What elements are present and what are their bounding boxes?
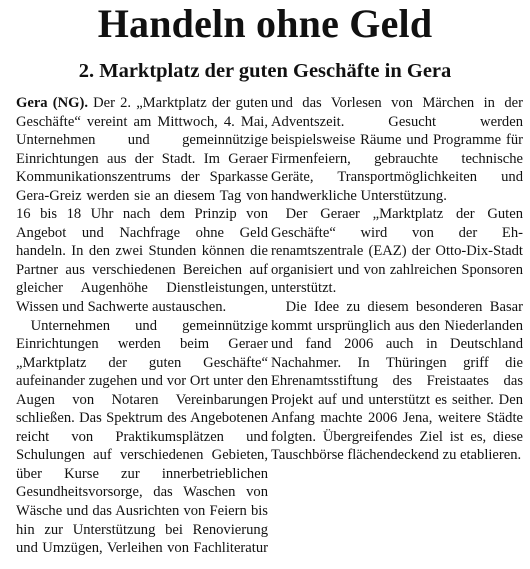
article-column-right	[271, 94, 523, 465]
article-dateline: Gera (NG).	[16, 95, 88, 111]
article-paragraph-4: Die Idee zu diesem besonderen Basar kommt ursprünglich aus den Niederlanden und fand 2006 auch in Deutschland Nachahmer. In Thüringen griff die Ehrenamtsstiftung des Freistaates das Projekt auf und unterstützt es seither. Den Anfang machte 2006 Jena, weitere Städte folgten. Übergreifendes Ziel ist es, diese Tauschbörse flächendeckend zu etablieren.	[271, 299, 523, 464]
article-column-left	[16, 94, 268, 558]
article-paragraph-3: Der Geraer „Marktplatz der Guten Geschäfte“ wird von der Ehrenamtszentrale (EAZ) der Otto-Dix-Stadt organisiert und von zahlreichen Sponsoren unterstützt.	[271, 206, 523, 297]
article-paragraph-2: Unternehmen und gemeinnützige Einrichtungen werden beim Geraer „Marktplatz der guten Geschäfte“ aufeinander zugehen und vor Ort unter den Augen von Notaren Vereinbarungen schließen. Das Spektrum des Angebotenen reicht von Praktikumsplätzen und Schulungen auf verschiedenen Gebieten, über Kurse zur innerbetrieblichen Gesundheitsvorsorge, das Waschen von Wäsche und das Ausrichten von Feiern bis hin zur Unterstützung bei Renovierung und Umzügen, Verleihen von Fachliteratur	[16, 317, 268, 557]
article-paragraph-2-continued: und das Vorlesen von Märchen in der Adventszeit. Gesucht werden beispielsweise Räume und Programme für Firmenfeiern, gebrauchte technische Geräte, Transportmöglichkeiten und handwerkliche Unterstützung.	[271, 95, 523, 204]
article-paragraph-1-text: Der 2. „Marktplatz der guten Geschäfte“ vereint am Mittwoch, 4. Mai, Unternehmen und gemeinnützige Einrichtungen aus der Stadt. Im Geraer Kommunikationszentrums der Sparkasse Gera-Greiz werden sie an diesem Tag von 16 bis 18 Uhr nach dem Prinzip von Angebot und Nachfrage ohne Geld handeln. In den zwei Stunden können die Partner aus verschiedenen Bereichen auf gleicher Augenhöhe Dienstleistungen, Wissen und Sachwerte austauschen.	[16, 95, 269, 316]
article-paragraph-1	[16, 94, 268, 317]
article-subheadline: 2. Marktplatz der guten Geschäfte in Gera	[78, 60, 452, 82]
article-headline: Handeln ohne Geld	[97, 1, 433, 46]
